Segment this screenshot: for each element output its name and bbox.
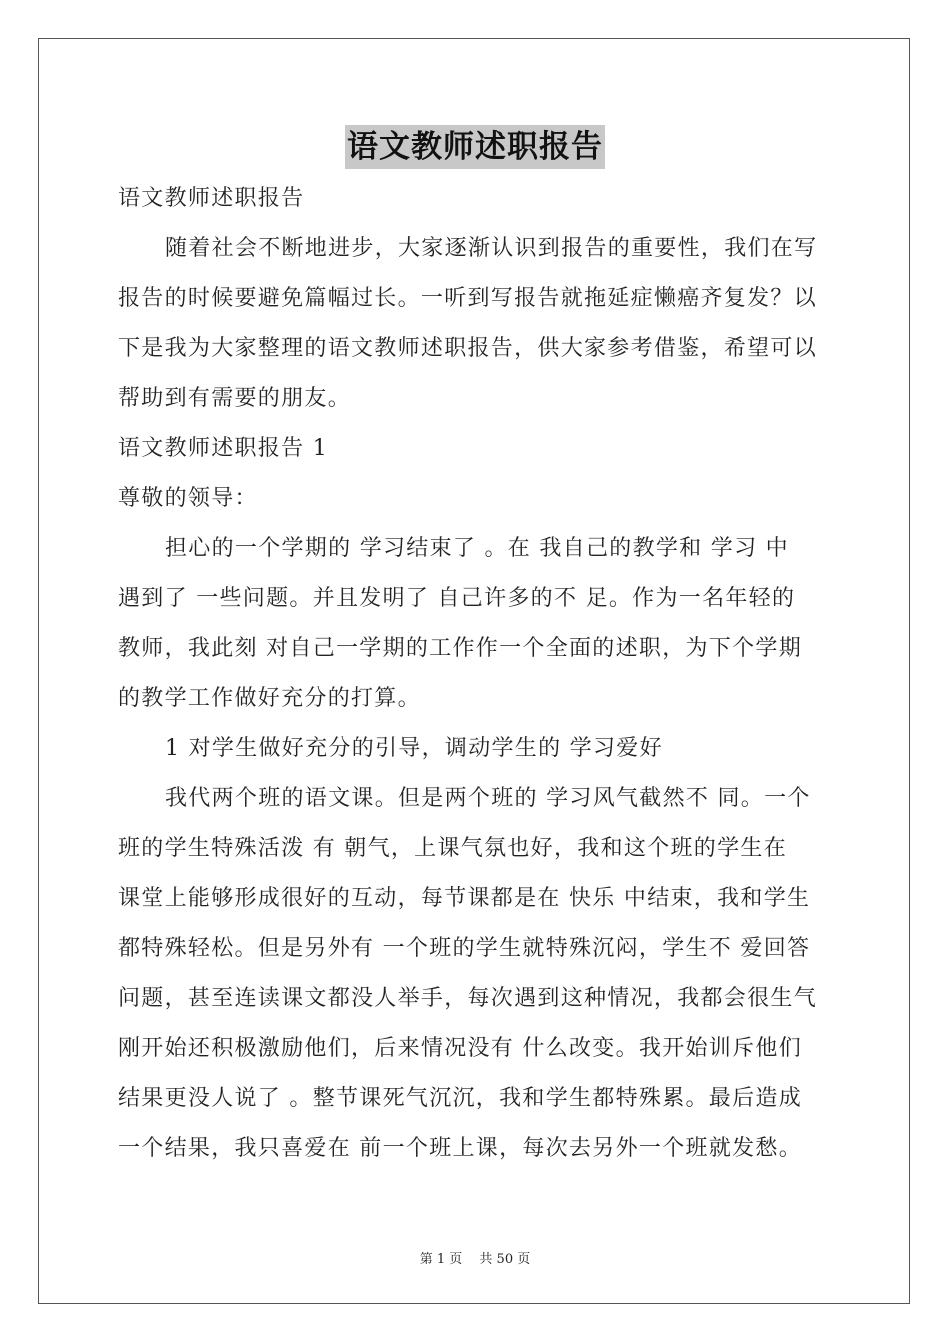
page-number-footer: 第 1 页 共 50 页 (419, 1252, 531, 1267)
paragraph-line: 一个结果，我只喜爱在 前一个班上课，每次去另外一个班就发愁。 (118, 1136, 802, 1161)
document-title: 语文教师述职报告 (345, 125, 605, 169)
doc-subtitle: 语文教师述职报告 (118, 186, 305, 211)
paragraph-line: 报告的时候要避免篇幅过长。一听到写报告就拖延症懒癌齐复发？以 (118, 286, 818, 311)
paragraph-line: 随着社会不断地进步，大家逐渐认识到报告的重要性，我们在写 (165, 236, 818, 261)
paragraph-line: 遇到了 一些问题。并且发明了 自己许多的不 足。作为一名年轻的 (118, 586, 796, 611)
paragraph-line: 问题，甚至连读课文都没人举手，每次遇到这种情况，我都会很生气 (118, 986, 818, 1011)
subsection-heading: 1 对学生做好充分的引导，调动学生的 学习爱好 (165, 736, 663, 761)
page-border (38, 38, 910, 1304)
paragraph-line: 班的学生特殊活泼 有 朝气，上课气氛也好，我和这个班的学生在 (118, 836, 787, 861)
paragraph-line: 我代两个班的语文课。但是两个班的 学习风气截然不 同。一个 (165, 786, 811, 811)
paragraph-line: 帮助到有需要的朋友。 (118, 386, 352, 411)
paragraph-line: 都特殊轻松。但是另外有 一个班的学生就特殊沉闷，学生不 爱回答 (118, 936, 811, 961)
section-heading: 语文教师述职报告 1 (118, 436, 328, 461)
paragraph-line: 下是我为大家整理的语文教师述职报告，供大家参考借鉴，希望可以 (118, 336, 818, 361)
title-container (0, 125, 950, 169)
paragraph-line: 担心的一个学期的 学习结束了 。在 我自己的教学和 学习 中 (165, 536, 789, 561)
paragraph-line: 的教学工作做好充分的打算。 (118, 686, 421, 711)
salutation: 尊敬的领导： (118, 486, 258, 511)
paragraph-line: 刚开始还积极激励他们，后来情况没有 什么改变。我开始训斥他们 (118, 1036, 802, 1061)
paragraph-line: 教师，我此刻 对自己一学期的工作作一个全面的述职，为下个学期 (118, 636, 802, 661)
paragraph-line: 结果更没人说了 。整节课死气沉沉，我和学生都特殊累。最后造成 (118, 1086, 802, 1111)
paragraph-line: 课堂上能够形成很好的互动，每节课都是在 快乐 中结束，我和学生 (118, 886, 811, 911)
